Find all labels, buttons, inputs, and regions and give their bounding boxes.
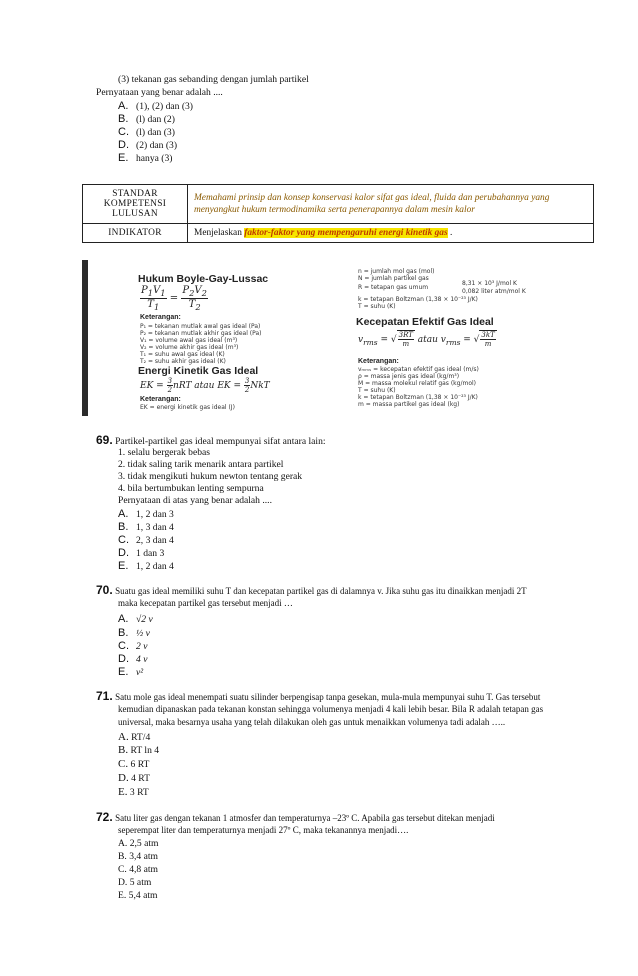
- competency-table: [82, 184, 594, 243]
- q70-option-c[interactable]: C. 2 v: [118, 640, 148, 652]
- q72-option-a[interactable]: A. 2,5 atm: [118, 838, 159, 849]
- boyle-keterangan: Keterangan:: [140, 314, 181, 321]
- q72-option-e[interactable]: E. 5,4 atm: [118, 890, 158, 901]
- q71-option-a[interactable]: A. RT/4: [118, 731, 151, 743]
- indicator-label: INDIKATOR: [83, 224, 188, 243]
- boyle-title: Hukum Boyle-Gay-Lussac: [138, 273, 269, 285]
- formula-reference-image: Hukum Boyle-Gay-Lussac $\frac{P_1V_1}{T_1}$ = $\frac{P_2V_2}{T_2}$ Keterangan: P₁ = tekanan mutlak awal gas ideal (Pa) P₂ = tekanan mutlak akhir gas ideal (Pa) V₁ = volume awal gas ideal (m³) V₂ = volume akhir gas ideal (m³) T₁ = suhu awal gas ideal (K) T₂ = suhu akhir gas ideal (K) Energi Kinetik Gas Ideal EK = $\frac{3}{2}$ nRT atau EK = $\frac{3}{2}$ NkT Keterangan: EK = energi kinetik gas ideal (J) n = jumlah mol gas (mol) N = jumlah partikel gas R = tetapan gas umum 8,31 × 10³ J/mol K 0,082 liter atm/mol K k = tetapan Boltzman (1,38 × 10⁻²³ J/K) T = suhu (K) Kecepatan Efektif Gas Ideal $v_{rms}$ = √ $\frac{3RT}{m}$ atau $v_{rms}$ = √ $\frac{3kT}{m}$ Keterangan: vₘₘₛ = kecepatan efektif gas ideal (m/s) ρ = massa jenis gas ideal (kg/m³) M = massa molekul relatif gas (kg/mol) T = suhu (K) k = tetapan Boltzman (1,38 × 10⁻²³ J/K) m = massa partikel gas ideal (kg): [82, 260, 596, 416]
- q71-option-c[interactable]: C. 6 RT: [118, 758, 150, 770]
- q70-option-a[interactable]: A. √2 v: [118, 613, 153, 625]
- intro-statement: Pernyataan yang benar adalah ....: [96, 87, 223, 98]
- question-72: 72. Satu liter gas dengan tekanan 1 atmosfer dan temperaturnya –23º C. Apabila gas tersebut ditekan menjadi: [96, 810, 495, 824]
- vrms-title: Kecepatan Efektif Gas Ideal: [356, 316, 494, 328]
- q69-option-e[interactable]: E. 1, 2 dan 4: [118, 560, 174, 572]
- q69-option-a[interactable]: A. 1, 2 dan 3: [118, 508, 174, 520]
- indicator-text: Menjelaskan faktor-faktor yang mempengaruhi energi kinetik gas .: [188, 224, 594, 243]
- q69-option-c[interactable]: C. 2, 3 dan 4: [118, 534, 174, 546]
- intro-option-b[interactable]: B. (l) dan (2): [118, 113, 175, 125]
- q69-option-b[interactable]: B. 1, 3 dan 4: [118, 521, 174, 533]
- q70-option-b[interactable]: B. ½ v: [118, 627, 150, 639]
- ek-equation: EK = $\frac{3}{2}$ nRT atau EK = $\frac{3}{2}$ NkT: [140, 377, 270, 394]
- boyle-equation: $\frac{P_1V_1}{T_1}$ = $\frac{P_2V_2}{T_2}$: [141, 285, 207, 312]
- intro-option-d[interactable]: D. (2) dan (3): [118, 139, 178, 151]
- q71-option-d[interactable]: D. 4 RT: [118, 772, 150, 784]
- vrms-equation: $v_{rms}$ = √ $\frac{3RT}{m}$ atau $v_{rms}$ = √ $\frac{3kT}{m}$: [358, 331, 495, 348]
- question-69: 69. Partikel-partikel gas ideal mempunyai sifat antara lain:: [96, 433, 326, 447]
- skl-row: [83, 185, 594, 224]
- question-70: 70. Suatu gas ideal memiliki suhu T dan kecepatan partikel gas di dalamnya v. Jika suhu gas itu dinaikkan menjadi 2T: [96, 583, 527, 597]
- intro-option-c[interactable]: C. (l) dan (3): [118, 126, 175, 138]
- intro-option-e[interactable]: E. hanya (3): [118, 152, 173, 164]
- q71-option-b[interactable]: B. RT ln 4: [118, 744, 160, 756]
- skl-text: Memahami prinsip dan konsep konservasi kalor sifat gas ideal, fluida dan perubahannya yang menyangkut hukum termodinamika serta penerapannya dalam mesin kalor: [188, 185, 594, 224]
- q72-option-c[interactable]: C. 4,8 atm: [118, 864, 158, 875]
- formula-image-border: [82, 260, 88, 416]
- q72-option-d[interactable]: D. 5 atm: [118, 877, 152, 888]
- q71-option-e[interactable]: E. 3 RT: [118, 786, 149, 798]
- intro-item-3: (3) tekanan gas sebanding dengan jumlah partikel: [118, 74, 309, 85]
- q70-option-e[interactable]: E. v²: [118, 666, 144, 678]
- indicator-row: [83, 224, 594, 243]
- indicator-highlight: faktor-faktor yang mempengaruhi energi kinetik gas: [244, 228, 448, 238]
- ek-title: Energi Kinetik Gas Ideal: [138, 365, 259, 377]
- q69-option-d[interactable]: D. 1 dan 3: [118, 547, 165, 559]
- intro-option-a[interactable]: A. (1), (2) dan (3): [118, 100, 194, 112]
- skl-label: STANDAR KOMPETENSI LULUSAN: [83, 185, 188, 224]
- question-71: 71. Satu mole gas ideal menempati suatu silinder berpengisap tanpa gesekan, mula-mula mempunyai suhu T. Gas tersebut: [96, 689, 541, 703]
- q72-option-b[interactable]: B. 3,4 atm: [118, 851, 158, 862]
- q70-option-d[interactable]: D. 4 v: [118, 653, 148, 665]
